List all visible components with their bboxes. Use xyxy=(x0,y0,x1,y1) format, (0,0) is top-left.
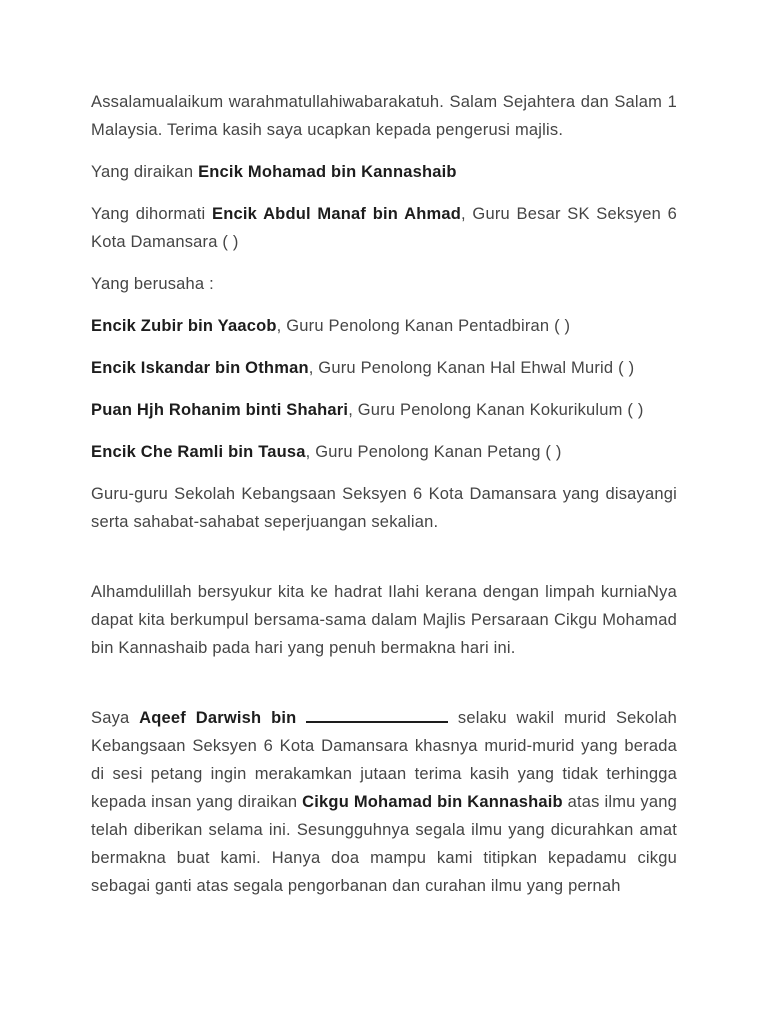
paragraph-headmaster xyxy=(91,200,677,256)
document-text-block xyxy=(91,88,677,914)
bold-text-run: Encik Zubir bin Yaacob xyxy=(91,317,277,335)
text-run: Guru-guru Sekolah Kebangsaan Seksyen 6 Kota Damansara yang disayangi serta sahabat-sahabat seperjuangan sekalian. xyxy=(91,485,677,531)
paragraph-salutation xyxy=(91,88,677,144)
paragraph-speech-body xyxy=(91,704,677,900)
text-run: Yang berusaha : xyxy=(91,275,214,293)
text-run: Alhamdulillah bersyukur kita ke hadrat Ilahi kerana dengan limpah kurniaNya dapat kita berkumpul bersama-sama dalam Majlis Persaraan Cikgu Mohamad bin Kannashaib pada hari yang penuh bermakna hari ini. xyxy=(91,583,677,657)
paragraph-honoree xyxy=(91,158,677,186)
bold-text-run: Encik Abdul Manaf bin Ahmad xyxy=(212,205,462,223)
text-run: Assalamualaikum warahmatullahiwabarakatuh. Salam Sejahtera dan Salam 1 Malaysia. Terima kasih saya ucapkan kepada pengerusi majlis. xyxy=(91,93,677,139)
text-run: , Guru Penolong Kanan Hal Ehwal Murid ( ) xyxy=(308,359,635,377)
paragraph-teachers-greeting xyxy=(91,480,677,536)
bold-text-run: Cikgu Mohamad bin Kannashaib xyxy=(302,793,563,811)
text-run: atas ilmu yang telah diberikan selama ini. Sesungguhnya segala ilmu yang dicurahkan amat bermakna buat kami. Hanya doa mampu kami titipkan kepadamu cikgu sebagai ganti atas segala pengorbanan dan curahan ilmu yang pernah xyxy=(91,793,677,895)
paragraph-gpk-pentadbiran xyxy=(91,312,677,340)
text-run: , Guru Penolong Kanan Pentadbiran ( ) xyxy=(276,317,571,335)
paragraph-gpk-hal-ehwal-murid xyxy=(91,354,677,382)
text-run: , Guru Penolong Kanan Petang ( ) xyxy=(305,443,562,461)
text-run: Saya xyxy=(91,709,140,727)
paragraph-alhamdulillah xyxy=(91,578,677,662)
paragraph-yang-berusaha xyxy=(91,270,677,298)
bold-text-run: Encik Mohamad bin Kannashaib xyxy=(198,163,457,181)
paragraph-gpk-kokurikulum xyxy=(91,396,677,424)
bold-text-run: Encik Che Ramli bin Tausa xyxy=(91,443,306,461)
paragraph-gpk-petang xyxy=(91,438,677,466)
text-run: Yang diraikan xyxy=(91,163,199,181)
bold-text-run: Puan Hjh Rohanim binti Shahari xyxy=(91,401,349,419)
text-run: , Guru Penolong Kanan Kokurikulum ( ) xyxy=(348,401,644,419)
text-run: selaku wakil murid Sekolah Kebangsaan Seksyen 6 Kota Damansara khasnya murid-murid yang berada di sesi petang ingin merakamkan jutaan terima kasih yang tidak terhingga kepada insan yang diraikan xyxy=(91,709,677,811)
text-run: , Guru Besar SK Seksyen 6 Kota Damansara ( ) xyxy=(91,205,677,251)
text-run: Yang dihormati xyxy=(91,205,213,223)
bold-text-run: Encik Iskandar bin Othman xyxy=(91,359,309,377)
fill-in-blank-line xyxy=(306,705,448,723)
bold-text-run: Aqeef Darwish bin xyxy=(139,709,307,727)
